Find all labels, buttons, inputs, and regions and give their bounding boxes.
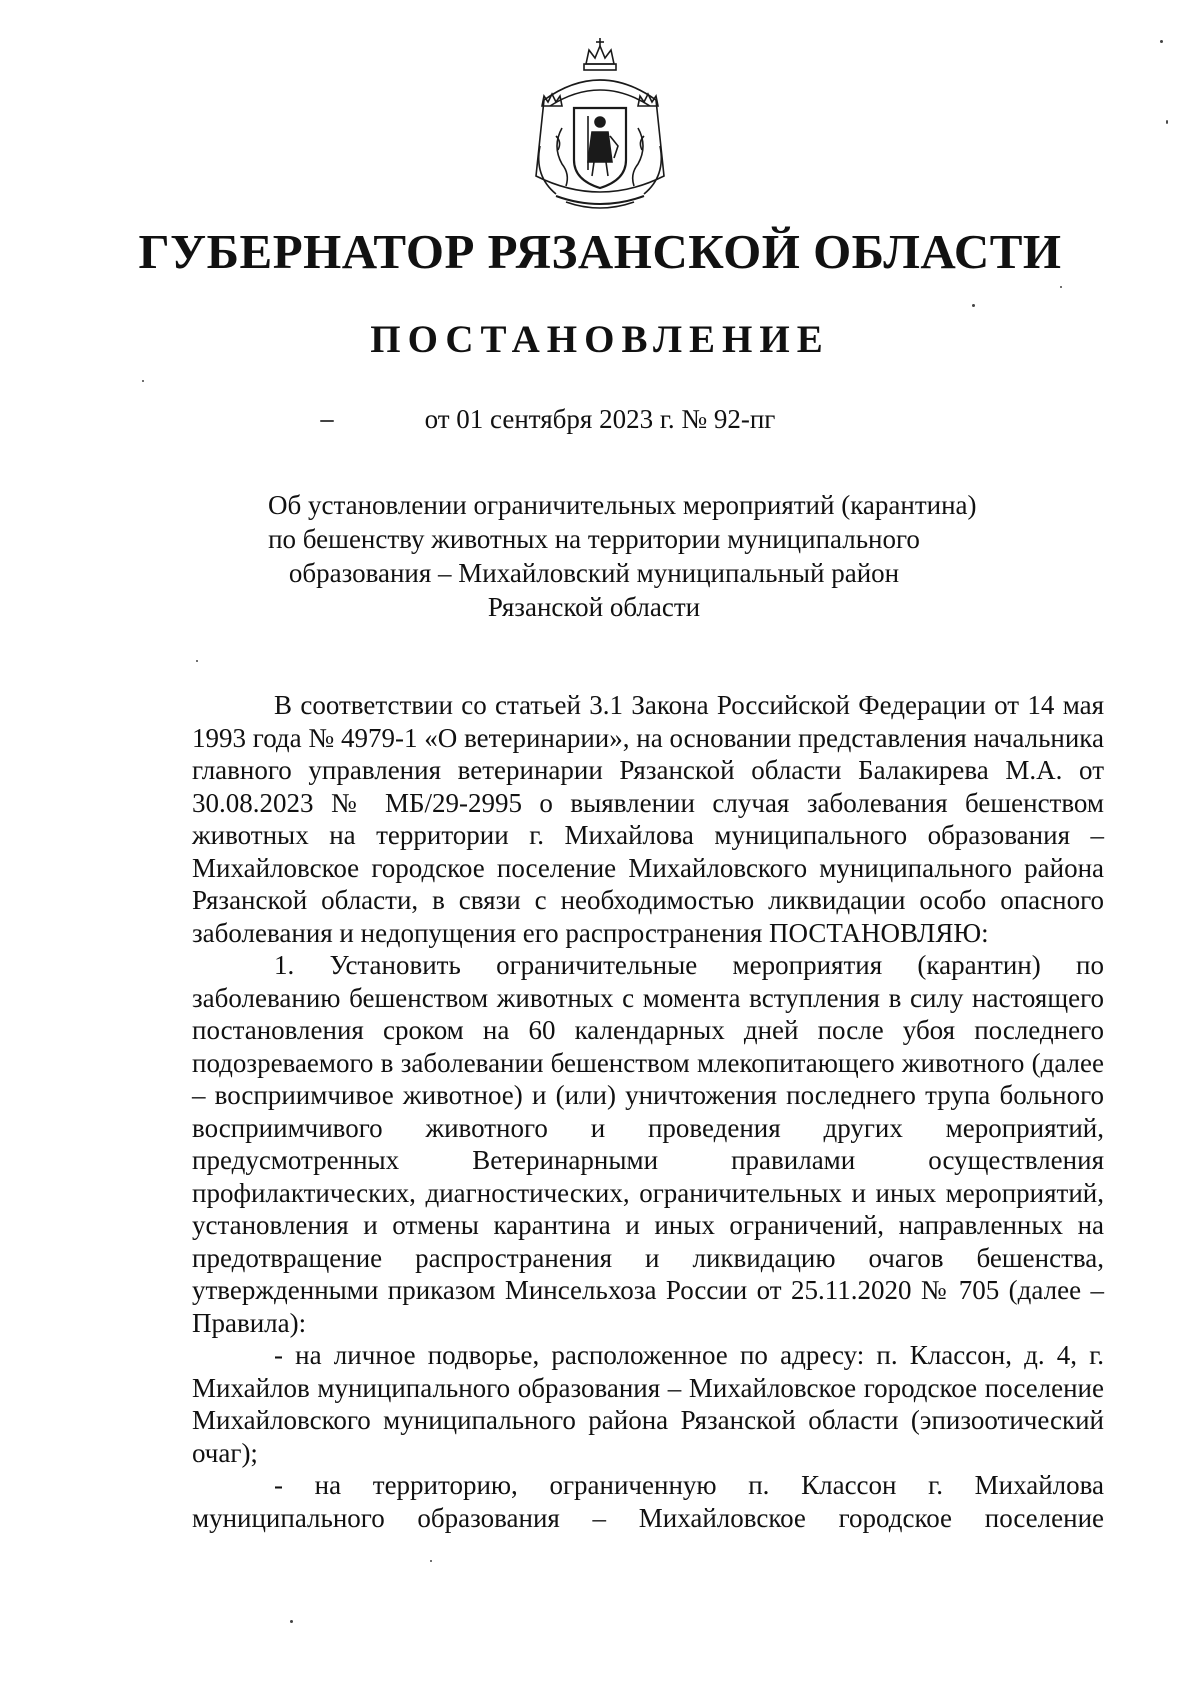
ryazan-coat-of-arms-emblem [526, 36, 674, 214]
scan-speck [320, 420, 334, 422]
scan-speck [972, 304, 975, 307]
scan-speck [1160, 40, 1163, 43]
scan-speck [430, 1560, 432, 1562]
document-body [192, 689, 1104, 1534]
scan-speck [142, 380, 144, 382]
subject-line: образования – Михайловский муниципальный район [288, 558, 900, 588]
scan-speck [196, 660, 198, 662]
document-subject [268, 488, 977, 624]
subject-line: Об установлении ограничительных мероприятий (карантина) [268, 490, 977, 520]
subject-line: по бешенству животных на территории муниципального [268, 524, 920, 554]
preamble-paragraph: В соответствии со статьей 3.1 Закона Российской Федерации от 14 мая 1993 года № 4979-1 «О ветеринарии», на основании представления начальника главного управления ветеринарии Рязанской области Балакирева М.А. от 30.08.2023 № МБ/29-2995 о выявлении случая заболевания бешенством животных на территории г. Михайлова муниципального образования – Михайловское городское поселение Михайловского муниципального района Рязанской области, в связи с необходимостью ликвидации особо опасного заболевания и недопущения его распространения ПОСТАНОВЛЯЮ: [192, 690, 1104, 948]
item-1-paragraph: 1. Установить ограничительные мероприятия (карантин) по заболеванию бешенством животных с момента вступления в силу настоящего постановления сроком на 60 календарных дней после убоя последнего подозреваемого в заболевании бешенством млекопитающего животного (далее – восприимчивое животное) и (или) уничтожения последнего трупа больного восприимчивого животного и проведения других мероприятий, предусмотренных Ветеринарными правилами осуществления профилактических, диагностических, ограничительных и иных мероприятий, установления и отмены карантина и иных ограничений, направленных на предотвращение распространения и ликвидацию очагов бешенства, утвержденными приказом Минсельхоза России от 25.11.2020 № 705 (далее – Правила): [192, 950, 1104, 1338]
scan-speck [1060, 286, 1062, 288]
subject-line: Рязанской области [487, 592, 701, 622]
scan-speck [1166, 120, 1168, 124]
document-date-number: от 01 сентября 2023 г. № 92-пг [424, 404, 776, 434]
bullet-paragraph-continued: - на территорию, ограниченную п. Классон г. Михайлова муниципального образования – Михайловское городское поселение [192, 1470, 1104, 1533]
bullet-paragraph: - на личное подворье, расположенное по адресу: п. Классон, д. 4, г. Михайлов муниципального образования – Михайловское городское поселение Михайловского муниципального района Рязанской области (эпизоотический очаг); [192, 1340, 1104, 1468]
document-type-heading: ПОСТАНОВЛЕНИЕ [370, 318, 830, 361]
scan-speck [290, 1620, 293, 1623]
issuing-authority-title: ГУБЕРНАТОР РЯЗАНСКОЙ ОБЛАСТИ [138, 224, 1062, 279]
